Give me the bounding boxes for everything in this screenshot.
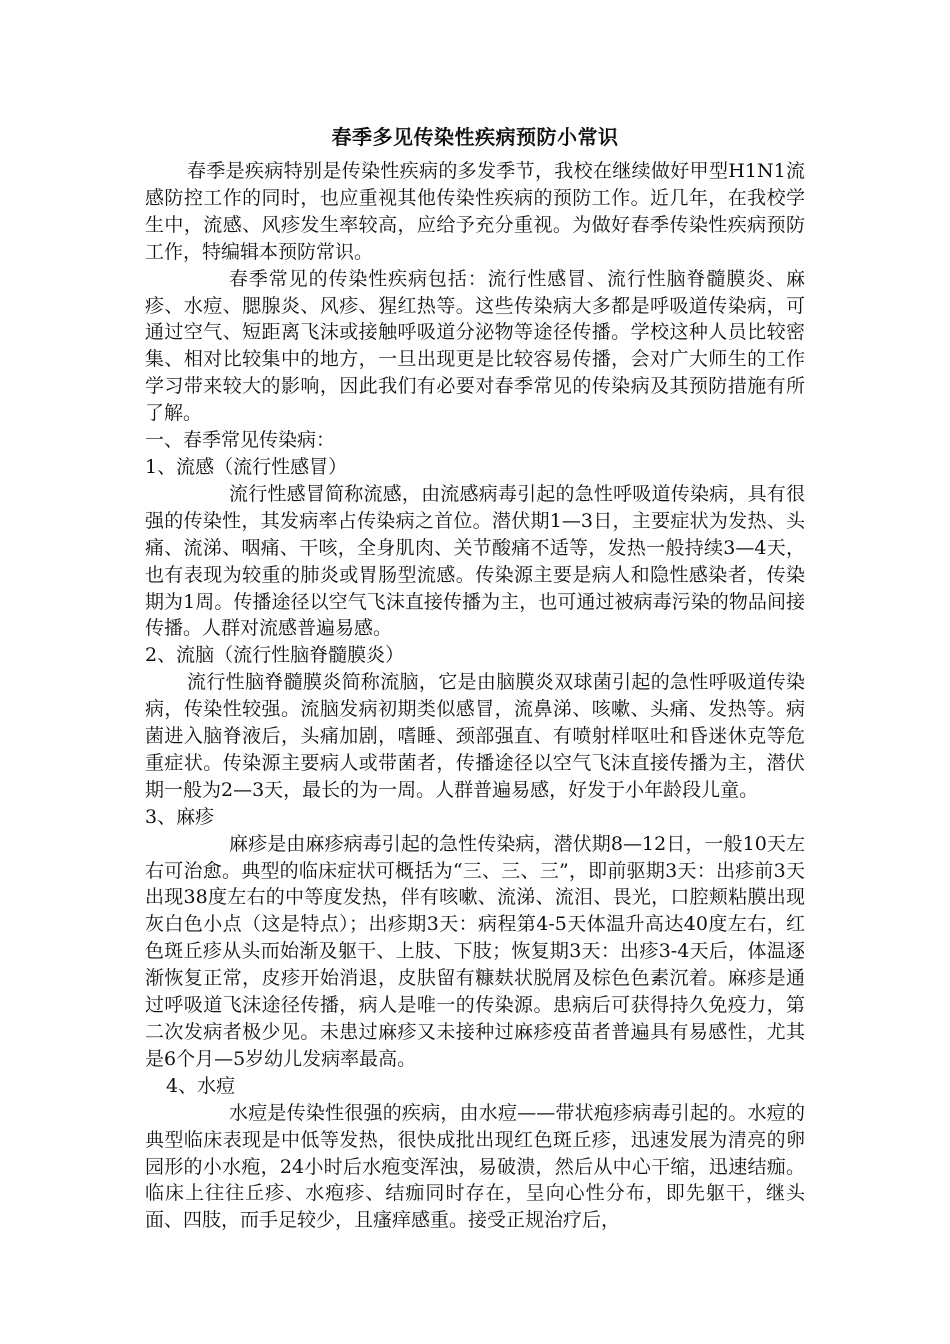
section-heading: 一、春季常见传染病：	[145, 429, 336, 452]
disease-heading-chickenpox: 4、水痘	[166, 1074, 236, 1097]
disease-text-meningitis: 流行性脑脊髓膜炎简称流脑，它是由脑膜炎双球菌引起的急性呼吸道传染病，传染性较强。流脑发病初期类似感冒，流鼻涕、咳嗽、头痛、发热等。病菌进入脑脊液后，头痛加剧，嗜睡、颈部强直、有喷射样呕吐和昏迷休克等危重症状。传染源主要病人或带菌者，传播途径以空气飞沫直接传播为主，潜伏期一般为2—3天，最长的为一周。人群普遍易感，好发于小年龄段儿童。	[145, 671, 805, 801]
common-diseases-paragraph: 春季常见的传染性疾病包括：流行性感冒、流行性脑脊髓膜炎、麻疹、水痘、腮腺炎、风疹、猩红热等。这些传染病大多都是呼吸道传染病，可通过空气、短距离飞沫或接触呼吸道分泌物等途径传播。学校这种人员比较密集、相对比较集中的地方，一旦出现更是比较容易传播，会对广大师生的工作学习带来较大的影响，因此我们有必要对春季常见的传染病及其预防措施有所了解。	[145, 267, 805, 425]
intro-paragraph: 春季是疾病特别是传染性疾病的多发季节，我校在继续做好甲型H1N1流感防控工作的同时，也应重视其他传染性疾病的预防工作。近几年，在我校学生中，流感、风疹发生率较高，应给予充分重视。为做好春季传染性疾病预防工作，特编辑本预防常识。	[145, 160, 805, 263]
disease-heading-flu: 1、流感（流行性感冒）	[145, 455, 348, 478]
document-body	[145, 158, 805, 1234]
disease-heading-meningitis: 2、流脑（流行性脑脊髓膜炎）	[145, 644, 405, 667]
disease-heading-measles: 3、麻疹	[145, 805, 215, 828]
document-title: 春季多见传染性疾病预防小常识	[331, 125, 619, 149]
disease-text-measles: 麻疹是由麻疹病毒引起的急性传染病，潜伏期8—12日，一般10天左右可治愈。典型的临床症状可概括为“三、三、三”，即前驱期3天：出疹前3天出现38度左右的中等度发热，伴有咳嗽、流涕、流泪、畏光，口腔颊粘膜出现灰白色小点（这是特点）；出疹期3天：病程第4-5天体温升高达40度左右，红色斑丘疹从头而始渐及躯干、上肢、下肢；恢复期3天：出疹3-4天后，体温逐渐恢复正常，皮疹开始消退，皮肤留有糠麸状脱屑及棕色色素沉着。麻疹是通过呼吸道飞沫途径传播，病人是唯一的传染源。患病后可获得持久免疫力，第二次发病者极少见。未患过麻疹又未接种过麻疹疫苗者普遍具有易感性，尤其是6个月—5岁幼儿发病率最高。	[145, 832, 805, 1070]
disease-text-flu: 流行性感冒简称流感，由流感病毒引起的急性呼吸道传染病，具有很强的传染性，其发病率占传染病之首位。潜伏期1—3日，主要症状为发热、头痛、流涕、咽痛、干咳，全身肌肉、关节酸痛不适等，发热一般持续3—4天，也有表现为较重的肺炎或胃肠型流感。传染源主要是病人和隐性感染者，传染期为1周。传播途径以空气飞沫直接传播为主，也可通过被病毒污染的物品间接传播。人群对流感普遍易感。	[145, 482, 805, 640]
disease-text-chickenpox: 水痘是传染性很强的疾病，由水痘——带状疱疹病毒引起的。水痘的典型临床表现是中低等发热，很快成批出现红色斑丘疹，迅速发展为清亮的卵园形的小水疱，24小时后水疱变浑浊，易破溃，然后从中心干缩，迅速结痂。临床上往往丘疹、水疱疹、结痂同时存在，呈向心性分布，即先躯干，继头面、四肢，而手足较少，且瘙痒感重。接受正规治疗后，	[145, 1101, 805, 1232]
